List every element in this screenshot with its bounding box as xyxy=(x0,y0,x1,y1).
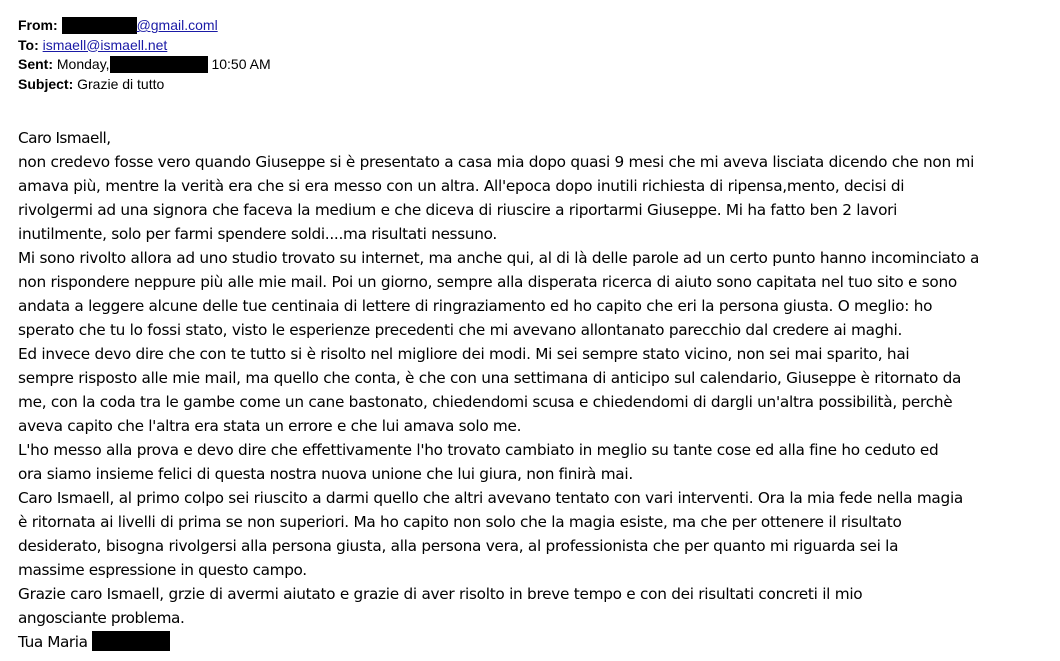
body-line: aveva capito che l'altra era stata un errore e che lui amava solo me. xyxy=(18,417,522,435)
from-address-domain[interactable]: @gmail.coml xyxy=(136,17,218,33)
body-line: Ed invece devo dire che con te tutto si è risolto nel migliore dei modi. Mi sei sempre stato vicino, non sei mai sparito, hai xyxy=(18,345,910,363)
body-line: Mi sono rivolto allora ad uno studio trovato su internet, ma anche qui, al di là delle parole ad un certo punto hanno incominciato a xyxy=(18,249,980,267)
redacted-sender-name xyxy=(62,17,137,34)
from-row xyxy=(18,16,271,36)
sent-row xyxy=(18,55,271,75)
body-line: inutilmente, solo per farmi spendere soldi....ma risultati nessuno. xyxy=(18,225,497,243)
redacted-sent-date xyxy=(110,56,208,73)
sent-day: Monday, xyxy=(56,56,110,72)
body-line: L'ho messo alla prova e devo dire che effettivamente l'ho trovato cambiato in meglio su tante cose ed alla fine ho ceduto ed xyxy=(18,441,939,459)
body-line: ora siamo insieme felici di questa nostra nuova unione che lui giura, non finirà mai. xyxy=(18,465,633,483)
subject-label: Subject: xyxy=(18,75,74,92)
body-line: rivolgermi ad una signora che faceva la medium e che diceva di riuscire a riportarmi Giuseppe. Mi ha fatto ben 2 lavori xyxy=(18,201,898,219)
sent-label: Sent: xyxy=(18,56,53,72)
subject-value: Grazie di tutto xyxy=(77,75,165,92)
body-line: Grazie caro Ismaell, grzie di avermi aiutato e grazie di aver risolto in breve tempo e con dei risultati concreti il mio xyxy=(18,585,863,603)
body-line: sperato che tu lo fossi stato, visto le esperienze precedenti che mi avevano allontanato parecchio dal credere ai maghi. xyxy=(18,321,903,339)
email-body xyxy=(18,126,1058,654)
body-line: desiderato, bisogna rivolgersi alla persona giusta, alla persona vera, al professionista che per quanto mi riguarda sei la xyxy=(18,537,899,555)
sent-time: 10:50 AM xyxy=(211,56,271,72)
to-label: To: xyxy=(18,36,39,53)
signature: Tua Maria xyxy=(18,633,88,651)
body-line: amava più, mentre la verità era che si era messo con un altra. All'epoca dopo inutili richiesta di ripensa,mento, decisi di xyxy=(18,177,905,195)
signature-line xyxy=(18,630,1058,654)
body-line: non rispondere neppure più alle mie mail. Poi un giorno, sempre alla disperata ricerca di aiuto sono capitata nel tuo sito e sono xyxy=(18,273,957,291)
redacted-signature-surname xyxy=(92,631,170,651)
body-line: Caro Ismaell, xyxy=(18,129,111,147)
subject-row xyxy=(18,75,271,95)
body-line: è ritornata ai livelli di prima se non superiori. Ma ho capito non solo che la magia esiste, ma che per ottenere il risultato xyxy=(18,513,902,531)
email-header xyxy=(18,16,271,94)
to-address-link[interactable]: ismaell@ismaell.net xyxy=(42,36,168,53)
body-line: sempre risposto alle mie mail, ma quello che conta, è che con una settimana di anticipo sul calendario, Giuseppe è ritornato da xyxy=(18,369,962,387)
body-line: Caro Ismaell, al primo colpo sei riuscito a darmi quello che altri avevano tentato con vari interventi. Ora la mia fede nella magia xyxy=(18,489,964,507)
from-label: From: xyxy=(18,17,58,33)
body-line: massime espressione in questo campo. xyxy=(18,561,307,579)
body-line: angosciante problema. xyxy=(18,609,185,627)
body-line: non credevo fosse vero quando Giuseppe si è presentato a casa mia dopo quasi 9 mesi che mi aveva lisciata dicendo che non mi xyxy=(18,153,975,171)
body-line: me, con la coda tra le gambe come un cane bastonato, chiedendomi scusa e chiedendomi di dargli un'altra possibilità, perchè xyxy=(18,393,953,411)
to-row xyxy=(18,36,271,56)
body-line: andata a leggere alcune delle tue centinaia di lettere di ringraziamento ed ho capito che eri la persona giusta. O meglio: ho xyxy=(18,297,933,315)
